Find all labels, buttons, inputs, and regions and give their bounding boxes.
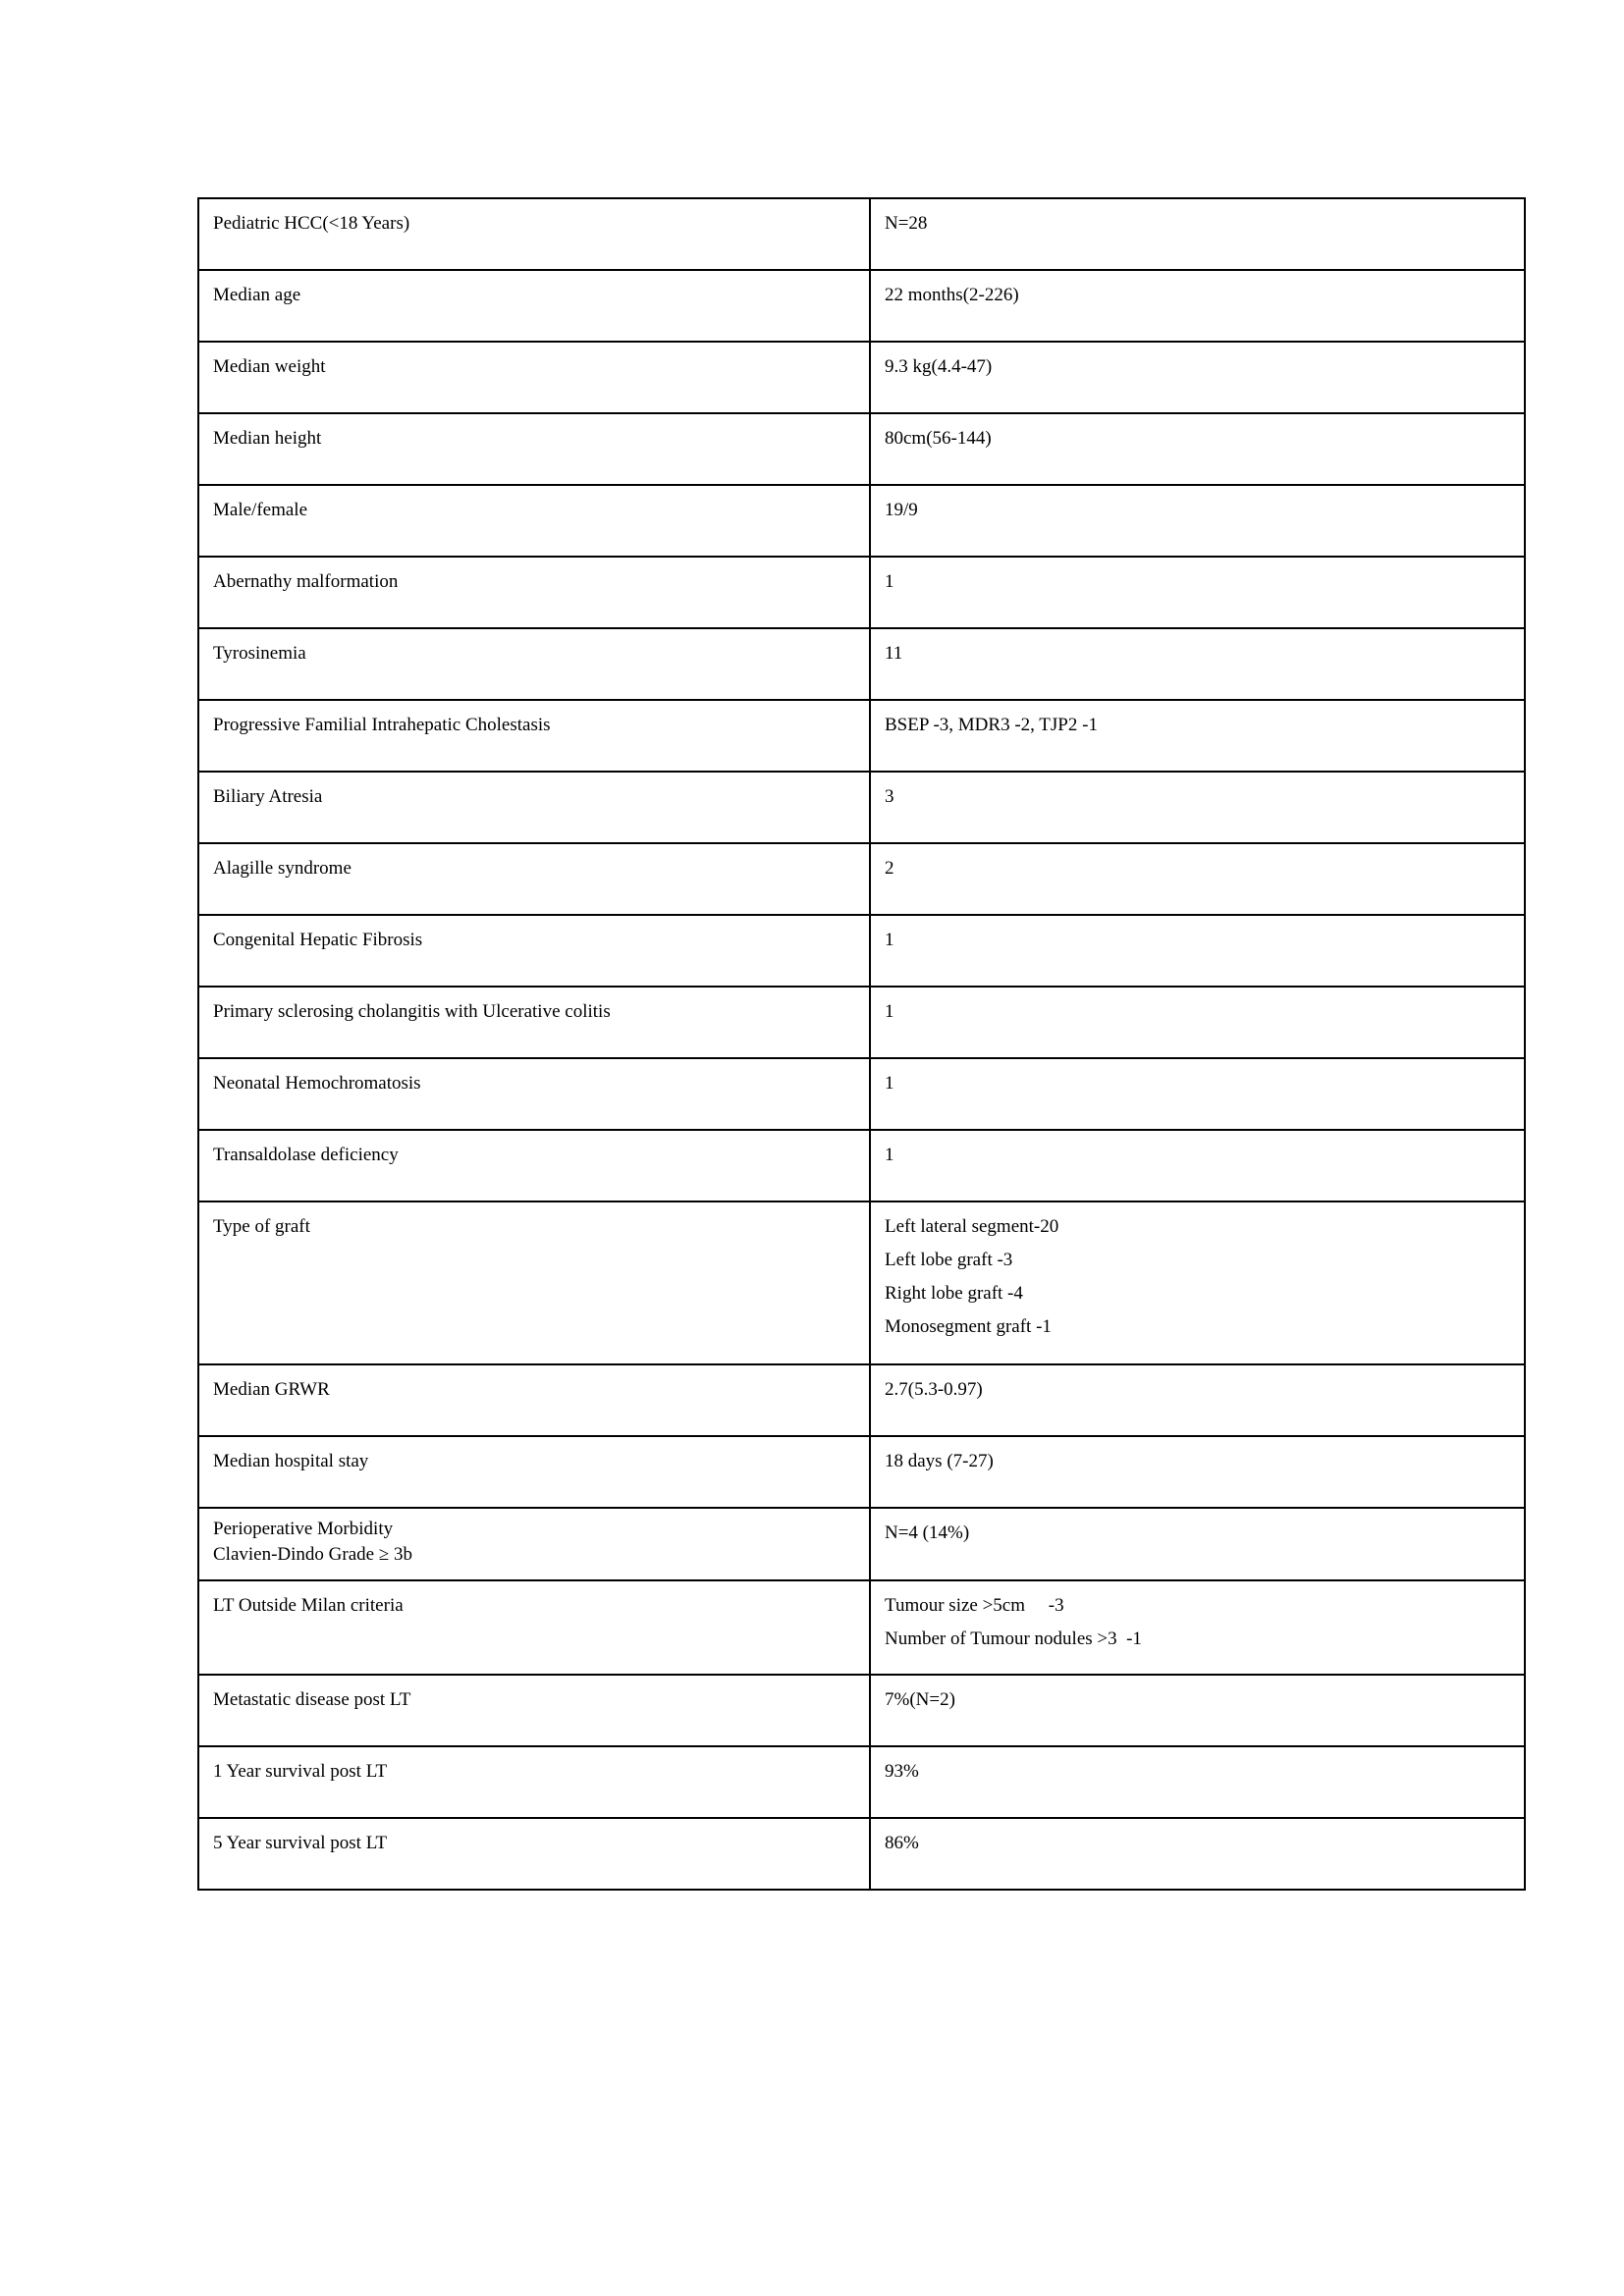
row-label-cell xyxy=(198,1675,870,1746)
row-label: 5 Year survival post LT xyxy=(213,1833,388,1853)
graft-type-line: Right lobe graft -4 xyxy=(885,1283,1023,1304)
row-label-cell xyxy=(198,270,870,342)
row-label-cell xyxy=(198,485,870,557)
row-label-cell xyxy=(198,1130,870,1201)
row-value: N=28 xyxy=(885,213,928,234)
row-value-cell xyxy=(870,1364,1525,1436)
row-value: 1 xyxy=(885,1145,894,1165)
table-row xyxy=(198,1364,1525,1436)
row-value-cell xyxy=(870,1058,1525,1130)
row-value: 93% xyxy=(885,1761,919,1782)
row-value-cell xyxy=(870,413,1525,485)
table-row xyxy=(198,413,1525,485)
row-label: Median height xyxy=(213,428,322,449)
row-label: Progressive Familial Intrahepatic Cholestasis xyxy=(213,715,551,735)
row-value-cell xyxy=(870,700,1525,772)
row-value-cell xyxy=(870,1508,1525,1580)
row-label: 1 Year survival post LT xyxy=(213,1761,388,1782)
row-value: 86% xyxy=(885,1833,919,1853)
row-value-cell xyxy=(870,628,1525,700)
table-row xyxy=(198,1675,1525,1746)
row-value: BSEP -3, MDR3 -2, TJP2 -1 xyxy=(885,715,1098,735)
row-value: 2.7(5.3-0.97) xyxy=(885,1379,983,1400)
table-row xyxy=(198,772,1525,843)
row-value-cell xyxy=(870,557,1525,628)
row-value-cell xyxy=(870,1746,1525,1818)
row-label-cell xyxy=(198,1746,870,1818)
row-label-cell xyxy=(198,843,870,915)
table-row xyxy=(198,342,1525,413)
row-value: 22 months(2-226) xyxy=(885,285,1019,305)
row-label: Male/female xyxy=(213,500,308,520)
row-label-cell xyxy=(198,1436,870,1508)
row-label-cell xyxy=(198,1580,870,1675)
row-value: 3 xyxy=(885,786,894,807)
row-label-cell xyxy=(198,700,870,772)
row-label-cell xyxy=(198,1818,870,1890)
row-label: Median GRWR xyxy=(213,1379,330,1400)
row-value-cell xyxy=(870,1675,1525,1746)
graft-type-line: Left lobe graft -3 xyxy=(885,1250,1013,1270)
row-value: 18 days (7-27) xyxy=(885,1451,994,1471)
table-row xyxy=(198,1818,1525,1890)
table-row xyxy=(198,915,1525,987)
graft-type-line: Left lateral segment-20 xyxy=(885,1216,1059,1237)
row-value-cell xyxy=(870,1818,1525,1890)
row-label: Pediatric HCC(<18 Years) xyxy=(213,213,410,234)
table-row xyxy=(198,1746,1525,1818)
row-label: Metastatic disease post LT xyxy=(213,1689,411,1710)
table-row xyxy=(198,1058,1525,1130)
row-label-cell xyxy=(198,628,870,700)
row-value: 1 xyxy=(885,1001,894,1022)
row-label: Alagille syndrome xyxy=(213,858,352,879)
milan-criteria-line: Tumour size >5cm -3 xyxy=(885,1595,1064,1616)
row-label: Median weight xyxy=(213,356,326,377)
row-label-cell xyxy=(198,772,870,843)
row-label-cell xyxy=(198,1201,870,1364)
row-label-cell xyxy=(198,1058,870,1130)
row-value-cell xyxy=(870,915,1525,987)
row-label-cell xyxy=(198,198,870,270)
table-row xyxy=(198,843,1525,915)
row-label-cell xyxy=(198,342,870,413)
row-label: Perioperative Morbidity xyxy=(213,1519,394,1539)
row-value-cell xyxy=(870,1436,1525,1508)
row-label-cell xyxy=(198,1364,870,1436)
row-label: Median age xyxy=(213,285,301,305)
row-label: Primary sclerosing cholangitis with Ulcerative colitis xyxy=(213,1001,611,1022)
patient-characteristics-table xyxy=(197,197,1526,1891)
table-row xyxy=(198,557,1525,628)
row-label-cell xyxy=(198,915,870,987)
row-label-cell xyxy=(198,1508,870,1580)
table-row xyxy=(198,1130,1525,1201)
row-label: Tyrosinemia xyxy=(213,643,306,664)
table-row xyxy=(198,485,1525,557)
row-value-cell xyxy=(870,270,1525,342)
row-value: 7%(N=2) xyxy=(885,1689,955,1710)
row-label-subtext: Clavien-Dindo Grade ≥ 3b xyxy=(213,1544,413,1565)
row-label: Biliary Atresia xyxy=(213,786,323,807)
row-value: 2 xyxy=(885,858,894,879)
table-row xyxy=(198,700,1525,772)
row-label: Median hospital stay xyxy=(213,1451,369,1471)
table-row xyxy=(198,270,1525,342)
graft-type-line: Monosegment graft -1 xyxy=(885,1316,1052,1337)
row-value: 9.3 kg(4.4-47) xyxy=(885,356,993,377)
table-row xyxy=(198,628,1525,700)
row-value: 1 xyxy=(885,1073,894,1094)
row-label: LT Outside Milan criteria xyxy=(213,1595,404,1616)
row-value-cell xyxy=(870,342,1525,413)
table-row xyxy=(198,1508,1525,1580)
row-label-cell xyxy=(198,557,870,628)
row-value: 19/9 xyxy=(885,500,918,520)
row-value-cell xyxy=(870,198,1525,270)
row-value: 80cm(56-144) xyxy=(885,428,992,449)
row-value: N=4 (14%) xyxy=(885,1522,970,1543)
row-label: Neonatal Hemochromatosis xyxy=(213,1073,421,1094)
row-label-cell xyxy=(198,413,870,485)
row-value-cell xyxy=(870,843,1525,915)
row-value: 1 xyxy=(885,571,894,592)
table-row xyxy=(198,987,1525,1058)
row-value-cell xyxy=(870,987,1525,1058)
row-value-cell xyxy=(870,485,1525,557)
table-body xyxy=(198,198,1525,1890)
milan-criteria-line: Number of Tumour nodules >3 -1 xyxy=(885,1629,1142,1649)
table-row xyxy=(198,198,1525,270)
table-row xyxy=(198,1580,1525,1675)
row-value-cell xyxy=(870,772,1525,843)
row-value-cell xyxy=(870,1201,1525,1364)
row-label: Transaldolase deficiency xyxy=(213,1145,399,1165)
row-value: 1 xyxy=(885,930,894,950)
row-value-cell xyxy=(870,1130,1525,1201)
row-label: Congenital Hepatic Fibrosis xyxy=(213,930,423,950)
row-label: Abernathy malformation xyxy=(213,571,399,592)
row-value: 11 xyxy=(885,643,903,664)
row-value-cell xyxy=(870,1580,1525,1675)
row-label-cell xyxy=(198,987,870,1058)
table-row xyxy=(198,1201,1525,1364)
table-row xyxy=(198,1436,1525,1508)
row-label: Type of graft xyxy=(213,1216,310,1237)
